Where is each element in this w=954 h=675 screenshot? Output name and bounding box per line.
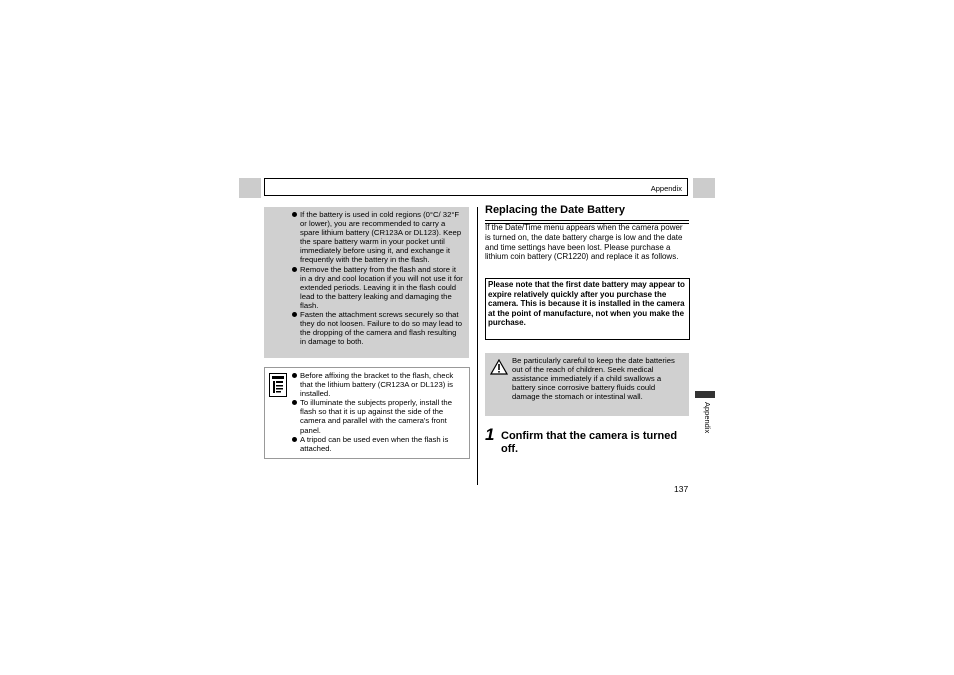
bullet-icon	[292, 400, 297, 405]
important-note-text: Please note that the first date battery may appear to expire relatively quickly after you purchase the camera. This is because it is installed in the camera at the point of manufacture, not when you make the purchase.	[488, 280, 685, 328]
bullet-icon	[292, 312, 297, 317]
battery-tip-item: If the battery is used in cold regions (0°C/ 32°F or lower), you are recommended to carry a spare lithium battery (CR123A or DL123). Keep the spare battery warm in your pocket until immediately before using it, and exchange it frequently with the battery in the flash.	[292, 210, 464, 265]
caution-text: Be particularly careful to keep the date batteries out of the reach of children. Seek medical assistance immediately if a child swallows a battery since corrosive battery fluids could damage the stomach or intestinal wall.	[512, 356, 675, 401]
bullet-icon	[292, 212, 297, 217]
bullet-icon	[292, 437, 297, 442]
important-note-box	[485, 278, 690, 340]
warning-triangle-icon	[490, 359, 508, 375]
memo-icon	[269, 373, 287, 397]
page-number: 137	[674, 484, 689, 494]
section-title: Replacing the Date Battery	[485, 204, 625, 216]
side-tab-marker	[695, 391, 715, 398]
bullet-icon	[292, 373, 297, 378]
battery-tips-box	[264, 207, 469, 358]
column-divider	[477, 207, 478, 485]
page-header	[264, 178, 688, 196]
bullet-icon	[292, 267, 297, 272]
side-tab-label: Appendix	[703, 402, 712, 434]
note-item: To illuminate the subjects properly, install the flash so that it is up against the side of the camera and parallel with the camera's front panel.	[292, 398, 464, 434]
intro-paragraph: If the Date/Time menu appears when the camera power is turned on, the date battery charge is low and the date and time settings have been lost. Please purchase a lithium coin battery (CR1220) and replace it as follows.	[485, 223, 683, 262]
note-item: Before affixing the bracket to the flash, check that the lithium battery (CR123A or DL123) is installed.	[292, 371, 464, 398]
notes-box	[264, 367, 470, 459]
corner-marker-right	[693, 178, 715, 198]
battery-tip-item: Fasten the attachment screws securely so that they do not loosen. Failure to do so may lead to the dropping of the camera and flash resulting in damage to both.	[292, 310, 464, 346]
battery-tip-item: Remove the battery from the flash and store it in a dry and cool location if you will not use it for extended periods. Leaving it in the flash could lead to the battery leaking and damaging the flash.	[292, 265, 464, 310]
note-item: A tripod can be used even when the flash is attached.	[292, 435, 464, 453]
corner-marker-left	[239, 178, 261, 198]
caution-box	[485, 353, 689, 416]
header-section-label: Appendix	[650, 184, 682, 193]
step-number: 1	[485, 425, 495, 444]
step-instruction: Confirm that the camera is turned off.	[501, 430, 678, 455]
